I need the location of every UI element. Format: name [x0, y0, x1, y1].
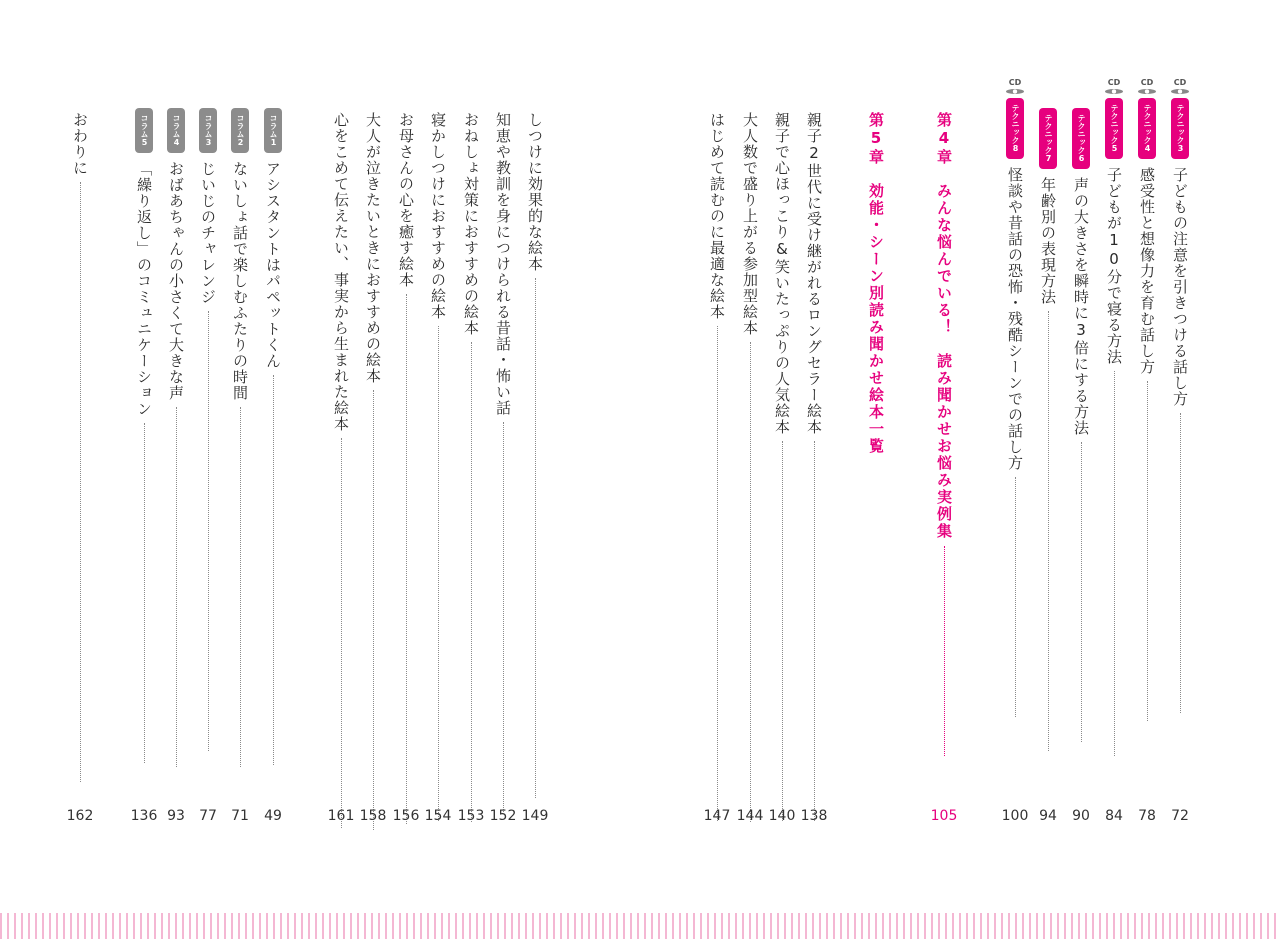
page-number: 71 — [231, 808, 249, 824]
entry-title: 子どもが10分で寝る方法 — [1105, 167, 1123, 365]
entry-badges — [1072, 108, 1090, 173]
toc-entry[interactable] — [519, 108, 551, 798]
page-number: 147 — [703, 808, 731, 824]
leader-dots — [80, 182, 81, 782]
entry-title: じいじのチャレンジ — [199, 161, 217, 305]
toc-entry[interactable] — [455, 108, 487, 822]
leader-dots — [1048, 311, 1049, 751]
toc-entry[interactable] — [160, 108, 192, 767]
leader-dots — [1081, 442, 1082, 742]
cd-disc-icon — [1006, 89, 1024, 94]
entry-badges — [1171, 78, 1189, 163]
entry-badges — [1006, 78, 1024, 163]
entry-badges — [167, 108, 185, 157]
entry-title: 第5章 効能・シーン別読み聞かせ絵本一覧 — [867, 112, 885, 455]
entry-badge: テクニック4 — [1138, 98, 1156, 159]
decorative-stripe — [0, 913, 1280, 939]
entry-title: おわりに — [71, 112, 89, 176]
entry-badges — [199, 108, 217, 157]
toc-entry[interactable] — [224, 108, 256, 767]
toc-entry[interactable] — [734, 108, 766, 822]
toc-entry[interactable] — [487, 108, 519, 812]
cd-icon — [1171, 78, 1189, 94]
entry-title: お母さんの心を癒す絵本 — [397, 112, 415, 288]
page-number: 72 — [1171, 808, 1189, 824]
entry-badges — [231, 108, 249, 157]
page-number: 152 — [489, 808, 517, 824]
entry-title: 知恵や教訓を身につけられる昔話・怖い話 — [494, 112, 512, 416]
entry-badges — [1039, 108, 1057, 173]
chapter-heading[interactable] — [860, 108, 892, 455]
entry-title: 怪談や昔話の恐怖・残酷シーンでの話し方 — [1006, 167, 1024, 471]
page-number: 149 — [521, 808, 549, 824]
leader-dots — [471, 342, 472, 822]
toc-entry[interactable] — [390, 108, 422, 824]
entry-badge: コラム4 — [167, 108, 185, 153]
leader-dots — [535, 278, 536, 798]
page-number: 156 — [392, 808, 420, 824]
toc-entry[interactable] — [1098, 78, 1130, 756]
entry-badge: テクニック5 — [1105, 98, 1123, 159]
cd-label: CD — [1140, 78, 1154, 87]
page-number: 78 — [1138, 808, 1156, 824]
page-number: 138 — [800, 808, 828, 824]
leader-dots — [144, 423, 145, 763]
toc-entry[interactable] — [999, 78, 1031, 717]
toc-entry[interactable] — [1131, 78, 1163, 721]
page-number: 100 — [1001, 808, 1029, 824]
entry-title: 「繰り返し」のコミュニケーション — [135, 161, 153, 417]
leader-dots — [240, 407, 241, 767]
leader-dots — [782, 441, 783, 821]
leader-dots — [406, 294, 407, 824]
page-number: 158 — [359, 808, 387, 824]
cd-disc-icon — [1105, 89, 1123, 94]
entry-title: はじめて読むのに最適な絵本 — [708, 112, 726, 320]
entry-title: 子どもの注意を引きつける話し方 — [1171, 167, 1189, 407]
page-number: 77 — [199, 808, 217, 824]
page-number: 94 — [1039, 808, 1057, 824]
leader-dots — [750, 342, 751, 822]
entry-badges — [1105, 78, 1123, 163]
entry-title: しつけに効果的な絵本 — [526, 112, 544, 272]
toc-entry[interactable] — [357, 108, 389, 830]
toc-entry[interactable] — [64, 108, 96, 782]
entry-title: 大人が泣きたいときにおすすめの絵本 — [364, 112, 382, 384]
entry-title: 感受性と想像力を育む話し方 — [1138, 167, 1156, 375]
leader-dots — [944, 546, 945, 756]
leader-dots — [1114, 371, 1115, 756]
page-number: 90 — [1072, 808, 1090, 824]
toc-entry[interactable] — [1164, 78, 1196, 713]
toc-entry[interactable] — [192, 108, 224, 751]
cd-icon — [1138, 78, 1156, 94]
page-number: 84 — [1105, 808, 1123, 824]
entry-title: 声の大きさを瞬時に3倍にする方法 — [1072, 177, 1090, 436]
cd-icon — [1105, 78, 1123, 94]
toc-entry[interactable] — [257, 108, 289, 765]
entry-title: 年齢別の表現方法 — [1039, 177, 1057, 305]
entry-title: おばあちゃんの小さくて大きな声 — [167, 161, 185, 401]
entry-title: 心をこめて伝えたい、事実から生まれた絵本 — [332, 112, 350, 432]
page-number: 105 — [930, 808, 958, 824]
leader-dots — [503, 422, 504, 812]
cd-label: CD — [1008, 78, 1022, 87]
cd-disc-icon — [1171, 89, 1189, 94]
leader-dots — [176, 407, 177, 767]
cd-icon — [1006, 78, 1024, 94]
toc-entry[interactable] — [1065, 108, 1097, 742]
page-number: 49 — [264, 808, 282, 824]
entry-badge: テクニック3 — [1171, 98, 1189, 159]
toc-entry[interactable] — [766, 108, 798, 821]
page-number: 153 — [457, 808, 485, 824]
entry-badge: コラム3 — [199, 108, 217, 153]
leader-dots — [1015, 477, 1016, 717]
entry-badge: テクニック8 — [1006, 98, 1024, 159]
entry-title: 第4章 みんな悩んでいる！ 読み聞かせお悩み実例集 — [935, 112, 953, 540]
page-number: 161 — [327, 808, 355, 824]
entry-title: 親子で心ほっこり&笑いたっぷりの人気絵本 — [773, 112, 791, 435]
entry-title: アシスタントはパペットくん — [264, 161, 282, 369]
leader-dots — [814, 441, 815, 821]
leader-dots — [1147, 381, 1148, 721]
entry-title: 大人数で盛り上がる参加型絵本 — [741, 112, 759, 336]
toc-entry[interactable] — [1032, 108, 1064, 751]
entry-badges — [135, 108, 153, 157]
toc-entry[interactable] — [325, 108, 357, 828]
toc-entry[interactable] — [422, 108, 454, 821]
page-number: 136 — [130, 808, 158, 824]
entry-badge: コラム2 — [231, 108, 249, 153]
page-number: 162 — [66, 808, 94, 824]
entry-title: 寝かしつけにおすすめの絵本 — [429, 112, 447, 320]
leader-dots — [438, 326, 439, 821]
entry-badge: コラム5 — [135, 108, 153, 153]
leader-dots — [717, 326, 718, 821]
leader-dots — [341, 438, 342, 828]
chapter-heading[interactable] — [928, 108, 960, 756]
cd-disc-icon — [1138, 89, 1156, 94]
page-number: 140 — [768, 808, 796, 824]
entry-title: ないしょ話で楽しむふたりの時間 — [231, 161, 249, 401]
entry-title: 親子2世代に受け継がれるロングセラー絵本 — [805, 112, 823, 435]
leader-dots — [1180, 413, 1181, 713]
entry-badge: コラム1 — [264, 108, 282, 153]
cd-label: CD — [1173, 78, 1187, 87]
entry-title: おねしょ対策におすすめの絵本 — [462, 112, 480, 336]
toc-entry[interactable] — [701, 108, 733, 821]
leader-dots — [373, 390, 374, 830]
toc-entry[interactable] — [128, 108, 160, 763]
page-number: 154 — [424, 808, 452, 824]
leader-dots — [208, 311, 209, 751]
leader-dots — [273, 375, 274, 765]
cd-label: CD — [1107, 78, 1121, 87]
entry-badge: テクニック6 — [1072, 108, 1090, 169]
toc-entry[interactable] — [798, 108, 830, 821]
entry-badges — [264, 108, 282, 157]
page-number: 93 — [167, 808, 185, 824]
entry-badge: テクニック7 — [1039, 108, 1057, 169]
page-number: 144 — [736, 808, 764, 824]
entry-badges — [1138, 78, 1156, 163]
